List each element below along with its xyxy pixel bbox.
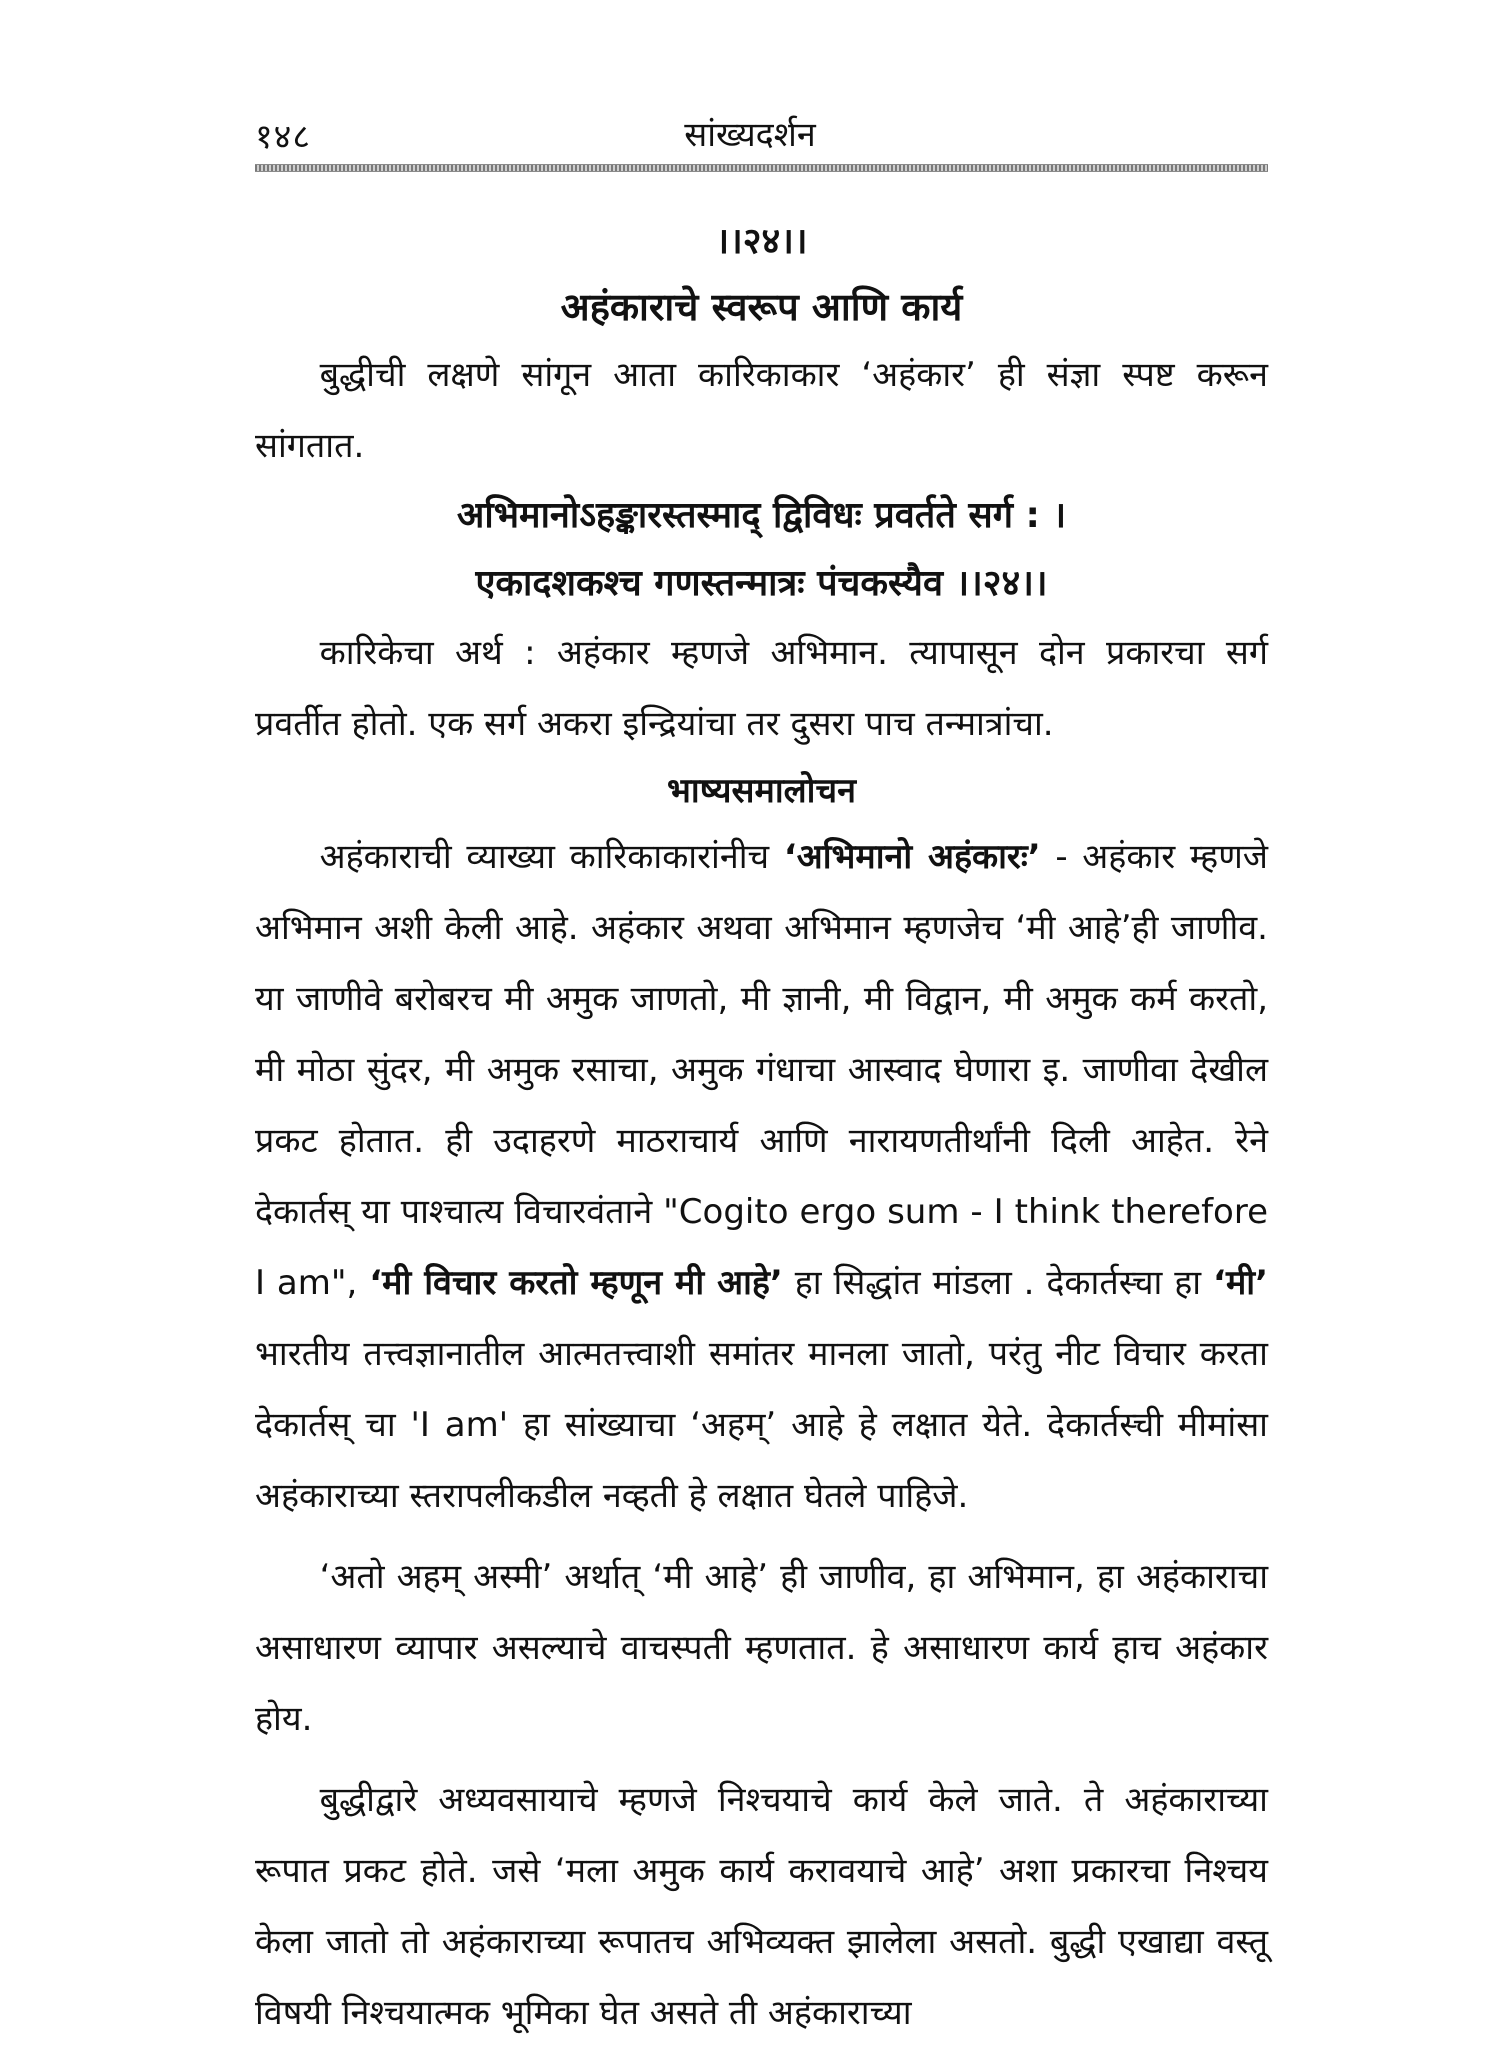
verse-line-1: अभिमानोऽहङ्कारस्तस्माद् द्विविधः प्रवर्तते सर्ग : ।	[456, 495, 1067, 536]
header-rule	[255, 164, 1268, 172]
page-content	[255, 210, 1268, 2049]
section-title: अहंकाराचे स्वरूप आणि कार्य	[560, 285, 963, 329]
para1-bold-quote: ‘मी विचार करतो म्हणून मी आहे’	[369, 1263, 783, 1303]
running-title: सांख्यदर्शन	[684, 115, 816, 155]
commentary-paragraph-3: बुद्धीद्वारे अध्यवसायाचे म्हणजे निश्चयाचे कार्य केले जाते. ते अहंकाराच्या रूपात प्रकट होते. जसे ‘मला अमुक कार्य करावयाचे आहे’ अशा प्रकारचा निश्चय केला जातो तो अहंकाराच्या रूपातच अभिव्यक्त झालेला असतो. बुद्धी एखाद्या वस्तू विषयी निश्चयात्मक भूमिका घेत असते ती अहंकाराच्या	[255, 1780, 1268, 2033]
intro-paragraph: बुद्धीची लक्षणे सांगून आता कारिकाकार ‘अहंकार’ ही संज्ञा स्पष्ट करून सांगतात.	[255, 355, 1268, 466]
para1-bold-definition: ‘अभिमानो अहंकारः’	[783, 837, 1041, 877]
para1-text-g: भारतीय तत्त्वज्ञानातील आत्मतत्त्वाशी समांतर मानला जातो, परंतु नीट विचार करता देकार्तस् चा 'I am' हा सांख्याचा ‘अहम्’ आहे हे लक्षात येते. देकार्तस्ची मीमांसा अहंकाराच्या स्तरापलीकडील नव्हती हे लक्षात घेतले पाहिजे.	[255, 1334, 1268, 1516]
para1-bold-mee: ‘मी’	[1213, 1263, 1269, 1303]
commentary-paragraph-1	[255, 822, 1268, 1532]
para1-text-a: अहंकाराची व्याख्या कारिकाकारांनीच	[319, 837, 784, 877]
section-number: ।।२४।।	[715, 221, 808, 262]
para1-text-e: हा सिद्धांत मांडला . देकार्तस्चा हा	[782, 1263, 1214, 1303]
page-number: १४८	[255, 117, 312, 157]
verse-meaning: कारिकेचा अर्थ : अहंकार म्हणजे अभिमान. त्यापासून दोन प्रकारचा सर्ग प्रवर्तीत होतो. एक सर्ग अकरा इन्द्रियांचा तर दुसरा पाच तन्मात्रांचा.	[255, 633, 1268, 744]
para1-text-c: - अहंकार म्हणजे अभिमान अशी केली आहे. अहंकार अथवा अभिमान म्हणजेच ‘मी आहे’ही जाणीव. या जाणीवे बरोबरच मी अमुक जाणतो, मी ज्ञानी, मी विद्वान, मी अमुक कर्म करतो, मी मोठा सुंदर, मी अमुक रसाचा, अमुक गंधाचा आस्वाद घेणारा इ. जाणीवा देखील प्रकट होतात. ही उदाहरणे माठराचार्य आणि नारायणतीर्थांनी दिली आहेत. रेने देकार्तस् या पाश्चात्य विचारवंताने "Cogito ergo sum - I think therefore I am",	[255, 837, 1268, 1303]
verse-line-2: एकादशकश्च गणस्तन्मात्रः पंचकस्यैव ।।२४।।	[475, 563, 1048, 604]
commentary-paragraph-2: ‘अतो अहम् अस्मी’ अर्थात् ‘मी आहे’ ही जाणीव, हा अभिमान, हा अहंकाराचा असाधारण व्यापार असल्याचे वाचस्पती म्हणतात. हे असाधारण कार्य हाच अहंकार होय.	[255, 1557, 1268, 1739]
commentary-heading: भाष्यसमालोचन	[667, 771, 856, 811]
